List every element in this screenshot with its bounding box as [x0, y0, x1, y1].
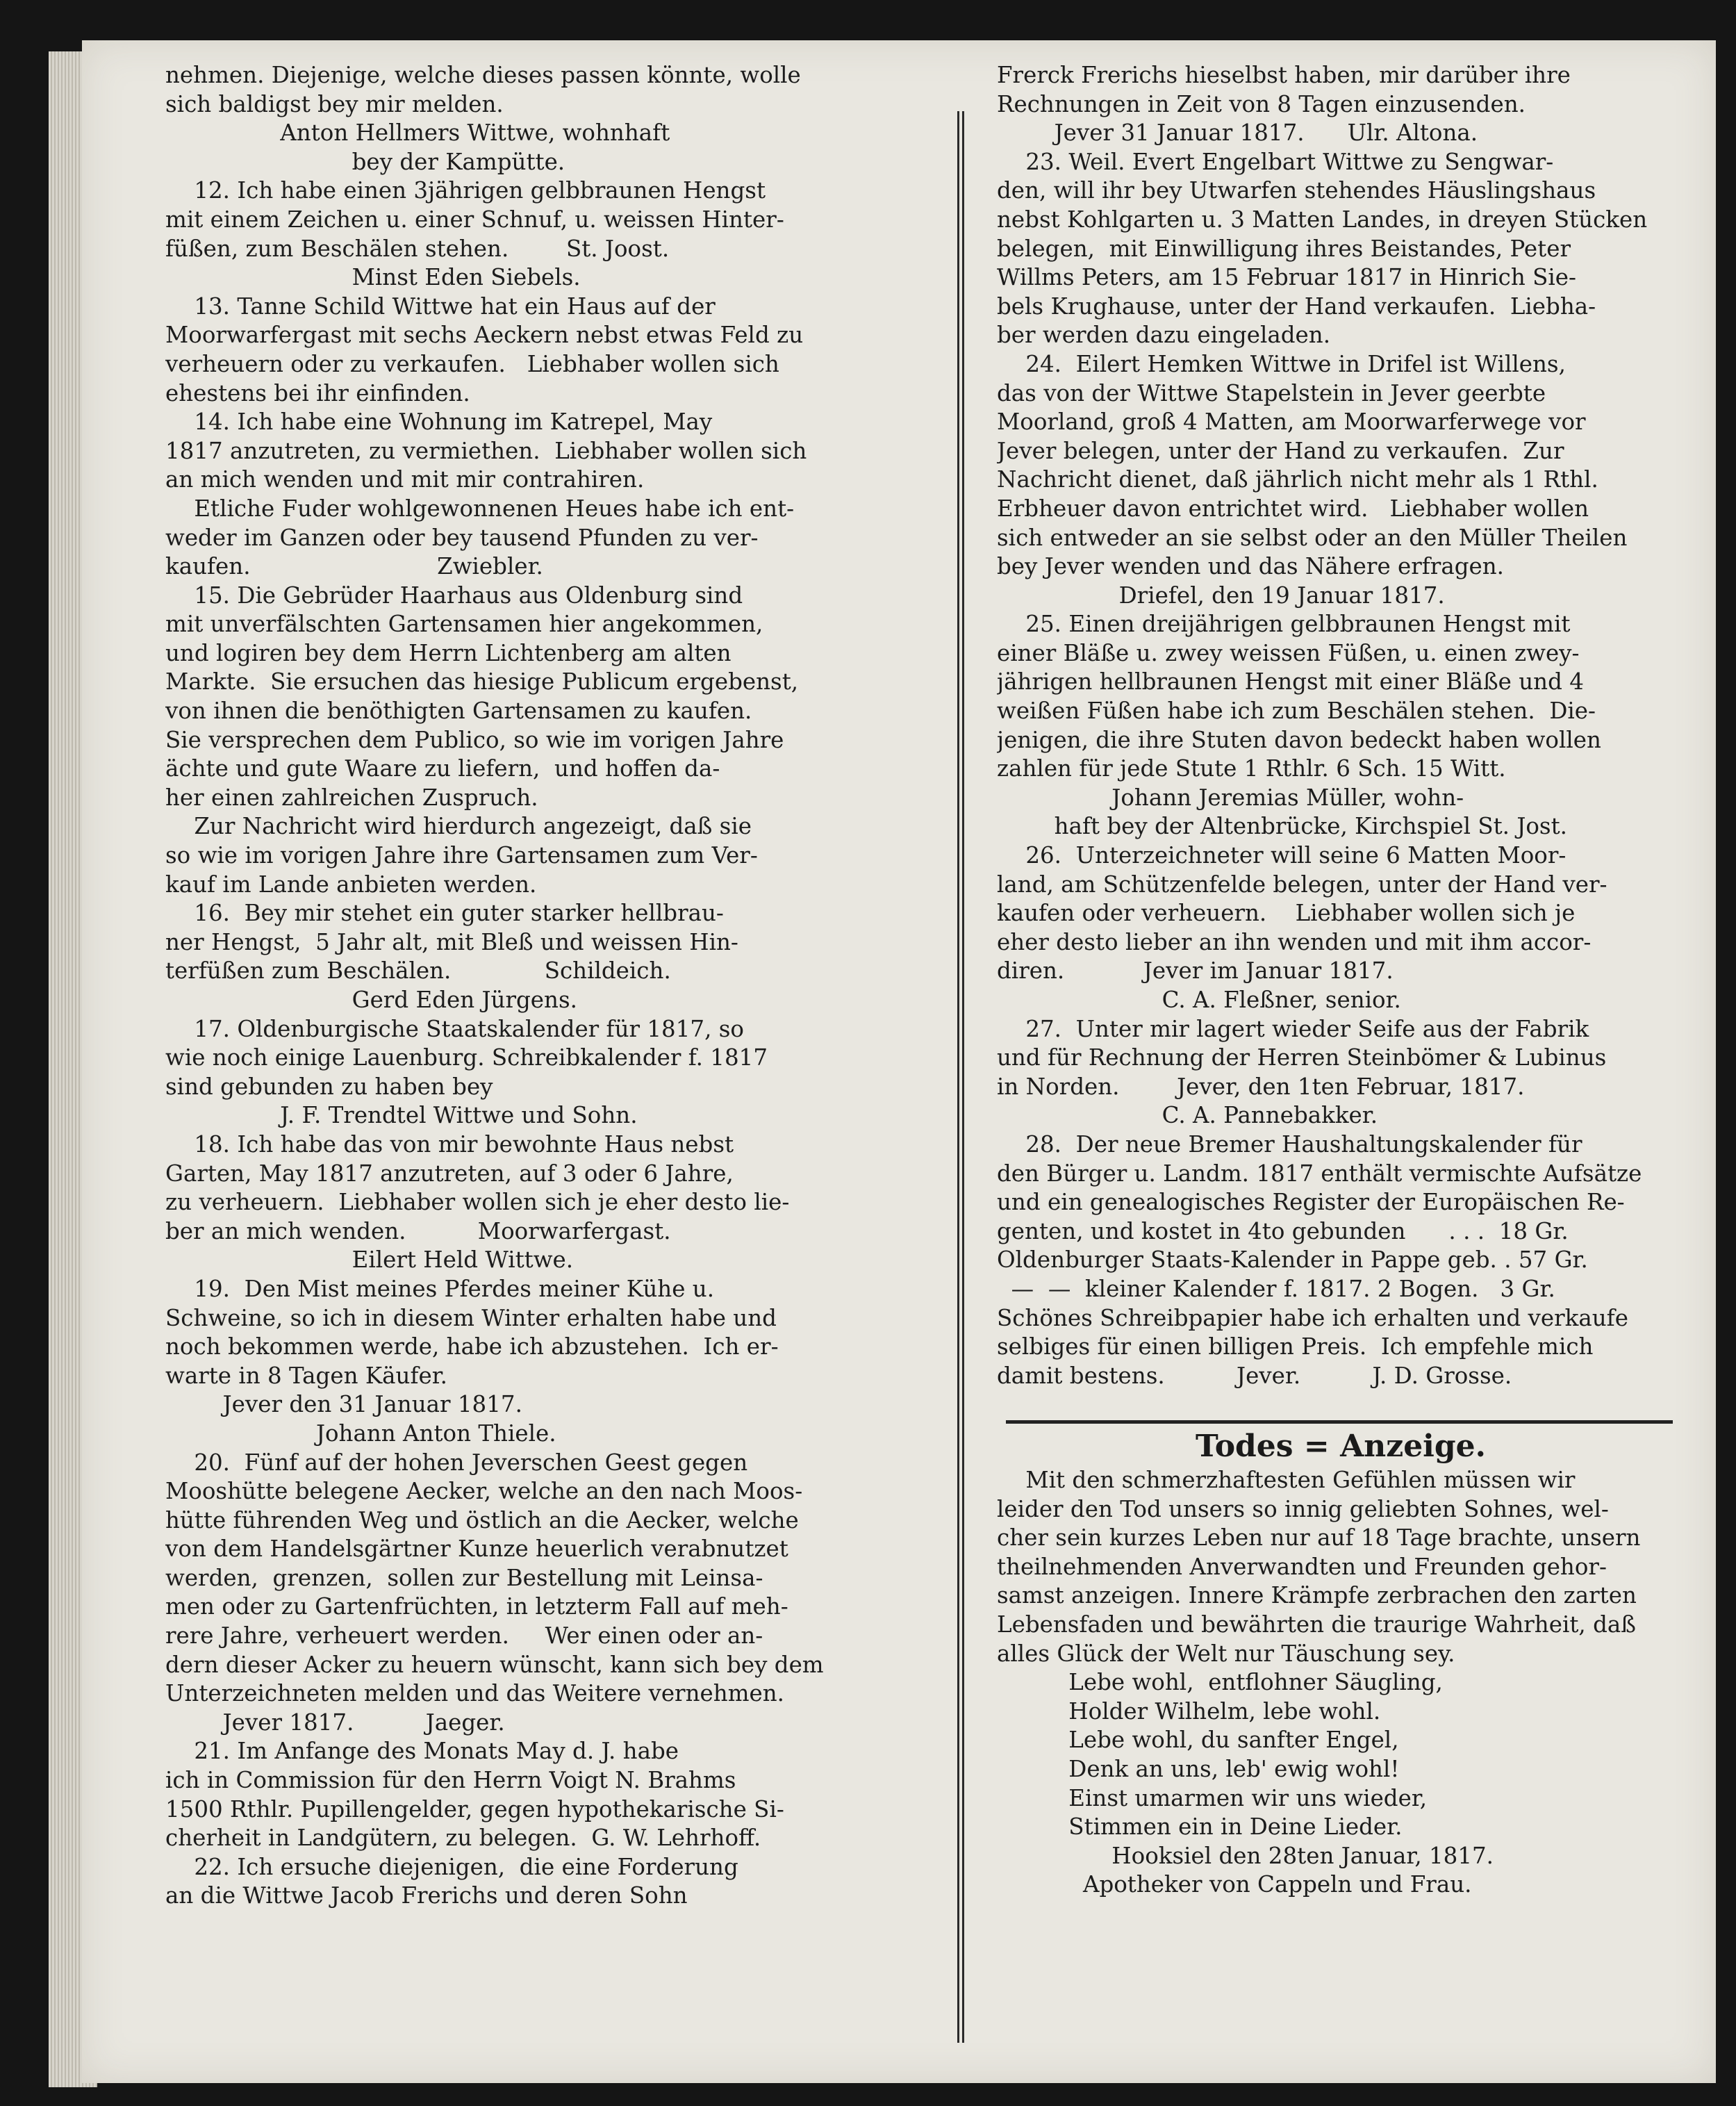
text-line: Moorland, groß 4 Matten, am Moorwarferwege vor: [997, 409, 1586, 436]
text-line: Eilert Held Wittwe.: [165, 1247, 574, 1274]
text-line: 23. Weil. Evert Engelbart Wittwe zu Sengwar-: [997, 148, 1554, 175]
text-line: rere Jahre, verheuert werden. Wer einen oder an-: [165, 1622, 763, 1650]
text-line: Unterzeichneten melden und das Weitere vernehmen.: [165, 1680, 785, 1707]
text-line: in Norden. Jever, den 1ten Februar, 1817.: [997, 1073, 1525, 1100]
text-line: ber an mich wenden. Moorwarfergast.: [165, 1217, 671, 1244]
text-line: Denk an uns, leb' ewig wohl!: [997, 1755, 1400, 1782]
text-line: sich entweder an sie selbst oder an den Müller Theilen: [997, 524, 1628, 551]
text-line: her einen zahlreichen Zuspruch.: [165, 784, 538, 811]
text-line: wie noch einige Lauenburg. Schreibkalender f. 1817: [165, 1044, 768, 1071]
text-line: Minst Eden Siebels.: [165, 264, 581, 291]
text-line: — — kleiner Kalender f. 1817. 2 Bogen. 3 Gr.: [997, 1275, 1555, 1302]
text-line: Mooshütte belegene Aecker, welche an den nach Moos-: [165, 1478, 803, 1505]
text-line: Apotheker von Cappeln und Frau.: [997, 1871, 1472, 1898]
text-line: an die Wittwe Jacob Frerichs und deren Sohn: [165, 1882, 688, 1909]
text-line: den, will ihr bey Utwarfen stehendes Häuslingshaus: [997, 177, 1596, 204]
text-line: ber werden dazu eingeladen.: [997, 322, 1331, 349]
text-line: Nachricht dienet, daß jährlich nicht mehr als 1 Rthl.: [997, 466, 1598, 493]
text-line: Lebensfaden und bewährten die traurige Wahrheit, daß: [997, 1611, 1636, 1638]
text-line: 1817 anzutreten, zu vermiethen. Liebhaber wollen sich: [165, 437, 807, 464]
death-notice-heading: Todes = Anzeige.: [1196, 1429, 1486, 1464]
text-line: eher desto lieber an ihn wenden und mit ihm accor-: [997, 928, 1592, 955]
text-line: 13. Tanne Schild Wittwe hat ein Haus auf der: [165, 293, 716, 320]
text-line: mit unverfälschten Gartensamen hier angekommen,: [165, 611, 763, 638]
text-line: J. F. Trendtel Wittwe und Sohn.: [165, 1102, 638, 1129]
text-line: werden, grenzen, sollen zur Bestellung mit Leinsa-: [165, 1564, 763, 1591]
text-line: ehestens bei ihr einfinden.: [165, 379, 470, 406]
text-line: von ihnen die benöthigten Gartensamen zu kaufen.: [165, 698, 752, 725]
text-line: Lebe wohl, entflohner Säugling,: [997, 1669, 1443, 1696]
text-line: 17. Oldenburgische Staatskalender für 1817, so: [165, 1015, 744, 1042]
text-line: Jever den 31 Januar 1817.: [165, 1391, 522, 1418]
text-line: Etliche Fuder wohlgewonnenen Heues habe ich ent-: [165, 495, 795, 522]
text-line: mit einem Zeichen u. einer Schnuf, u. weissen Hinter-: [165, 206, 784, 233]
text-line: Oldenburger Staats-Kalender in Pappe geb. . 57 Gr.: [997, 1247, 1588, 1274]
text-line: kaufen. Zwiebler.: [165, 553, 543, 580]
column-divider: [957, 111, 964, 2043]
text-line: Lebe wohl, du sanfter Engel,: [997, 1727, 1399, 1754]
text-line: diren. Jever im Januar 1817.: [997, 957, 1394, 985]
text-line: 20. Fünf auf der hohen Jeverschen Geest gegen: [165, 1449, 748, 1476]
text-line: C. A. Pannebakker.: [997, 1102, 1378, 1129]
text-line: Einst umarmen wir uns wieder,: [997, 1784, 1428, 1811]
text-line: Markte. Sie ersuchen das hiesige Publicum ergebenst,: [165, 668, 799, 696]
text-line: das von der Wittwe Stapelstein in Jever geerbte: [997, 379, 1546, 406]
text-line: sich baldigst bey mir melden.: [165, 90, 504, 117]
text-line: 16. Bey mir stehet ein guter starker hellbrau-: [165, 900, 724, 927]
text-line: Moorwarfergast mit sechs Aeckern nebst etwas Feld zu: [165, 322, 804, 349]
text-line: an mich wenden und mit mir contrahiren.: [165, 466, 645, 493]
text-line: 19. Den Mist meines Pferdes meiner Kühe u.: [165, 1275, 715, 1302]
death-notice-body: [997, 1466, 1683, 1900]
text-line: Erbheuer davon entrichtet wird. Liebhaber wollen: [997, 495, 1589, 522]
text-line: 27. Unter mir lagert wieder Seife aus der Fabrik: [997, 1015, 1589, 1042]
text-line: Garten, May 1817 anzutreten, auf 3 oder 6 Jahre,: [165, 1160, 734, 1187]
text-line: Zur Nachricht wird hierdurch angezeigt, daß sie: [165, 813, 752, 840]
section-rule: [1006, 1420, 1673, 1424]
text-line: Jever belegen, unter der Hand zu verkaufen. Zur: [997, 437, 1564, 464]
text-line: alles Glück der Welt nur Täuschung sey.: [997, 1640, 1455, 1667]
text-line: bey Jever wenden und das Nähere erfragen.: [997, 553, 1505, 580]
text-line: ner Hengst, 5 Jahr alt, mit Bleß und weissen Hin-: [165, 928, 738, 955]
text-line: selbiges für einen billigen Preis. Ich empfehle mich: [997, 1333, 1594, 1360]
text-line: kauf im Lande anbieten werden.: [165, 871, 537, 898]
text-line: men oder zu Gartenfrüchten, in letzterm Fall auf meh-: [165, 1593, 788, 1620]
text-line: C. A. Fleßner, senior.: [997, 987, 1401, 1013]
text-line: jährigen hellbraunen Hengst mit einer Bläße und 4: [997, 668, 1584, 696]
text-line: Rechnungen in Zeit von 8 Tagen einzusenden.: [997, 90, 1526, 117]
text-line: zahlen für jede Stute 1 Rthlr. 6 Sch. 15 Witt.: [997, 755, 1506, 782]
text-line: ächte und gute Waare zu liefern, und hoffen da-: [165, 755, 720, 782]
text-line: 1500 Rthlr. Pupillengelder, gegen hypothekarische Si-: [165, 1795, 784, 1823]
text-line: Johann Anton Thiele.: [165, 1420, 556, 1447]
text-line: hütte führenden Weg und östlich an die Aecker, welche: [165, 1506, 799, 1533]
text-line: verheuern oder zu verkaufen. Liebhaber wollen sich: [165, 350, 779, 377]
right-column: [997, 61, 1683, 1390]
text-line: Mit den schmerzhaftesten Gefühlen müssen wir: [997, 1467, 1576, 1493]
text-line: theilnehmenden Anverwandten und Freunden gehor-: [997, 1553, 1607, 1580]
text-line: noch bekommen werde, habe ich abzustehen. Ich er-: [165, 1333, 779, 1360]
text-line: Gerd Eden Jürgens.: [165, 987, 577, 1013]
text-line: Driefel, den 19 Januar 1817.: [997, 582, 1445, 609]
text-line: 12. Ich habe einen 3jährigen gelbbraunen Hengst: [165, 177, 766, 204]
text-line: und ein genealogisches Register der Europäischen Re-: [997, 1189, 1625, 1216]
text-line: cher sein kurzes Leben nur auf 18 Tage brachte, unsern: [997, 1524, 1641, 1552]
text-line: 14. Ich habe eine Wohnung im Katrepel, May: [165, 409, 713, 436]
text-line: füßen, zum Beschälen stehen. St. Joost.: [165, 235, 670, 262]
text-line: 22. Ich ersuche diejenigen, die eine Forderung: [165, 1853, 738, 1880]
text-line: so wie im vorigen Jahre ihre Gartensamen zum Ver-: [165, 842, 758, 869]
text-line: haft bey der Altenbrücke, Kirchspiel St. Jost.: [997, 813, 1567, 840]
text-line: 24. Eilert Hemken Wittwe in Drifel ist Willens,: [997, 350, 1566, 377]
text-line: warte in 8 Tagen Käufer.: [165, 1362, 447, 1389]
text-line: leider den Tod unsers so innig geliebten Sohnes, wel-: [997, 1495, 1609, 1522]
text-line: bels Krughause, unter der Hand verkaufen. Liebha-: [997, 293, 1596, 320]
left-column: [165, 61, 924, 1911]
text-line: jenigen, die ihre Stuten davon bedeckt haben wollen: [997, 726, 1601, 753]
text-line: zu verheuern. Liebhaber wollen sich je eher desto lie-: [165, 1189, 790, 1216]
text-line: 25. Einen dreijährigen gelbbraunen Hengst mit: [997, 611, 1571, 638]
text-line: Stimmen ein in Deine Lieder.: [997, 1813, 1403, 1841]
text-line: nebst Kohlgarten u. 3 Matten Landes, in dreyen Stücken: [997, 206, 1648, 233]
text-line: Anton Hellmers Wittwe, wohnhaft: [165, 120, 670, 147]
text-line: nehmen. Diejenige, welche dieses passen könnte, wolle: [165, 62, 801, 88]
text-line: und logiren bey dem Herrn Lichtenberg am alten: [165, 639, 731, 666]
text-line: Hooksiel den 28ten Januar, 1817.: [997, 1842, 1494, 1869]
text-line: weißen Füßen habe ich zum Beschälen stehen. Die-: [997, 698, 1596, 725]
text-line: den Bürger u. Landm. 1817 enthält vermischte Aufsätze: [997, 1160, 1642, 1187]
text-line: damit bestens. Jever. J. D. Grosse.: [997, 1362, 1512, 1389]
text-line: Frerck Frerichs hieselbst haben, mir darüber ihre: [997, 62, 1571, 88]
text-line: terfüßen zum Beschälen. Schildeich.: [165, 957, 671, 985]
text-line: und für Rechnung der Herren Steinbömer & Lubinus: [997, 1044, 1607, 1071]
text-line: von dem Handelsgärtner Kunze heuerlich verabnutzet: [165, 1536, 788, 1563]
text-line: ich in Commission für den Herrn Voigt N. Brahms: [165, 1767, 736, 1794]
text-line: belegen, mit Einwilligung ihres Beistandes, Peter: [997, 235, 1571, 262]
text-line: dern dieser Acker zu heuern wünscht, kann sich bey dem: [165, 1651, 824, 1678]
text-line: 26. Unterzeichneter will seine 6 Matten Moor-: [997, 842, 1566, 869]
text-line: Schweine, so ich in diesem Winter erhalten habe und: [165, 1304, 777, 1331]
text-line: bey der Kampütte.: [165, 148, 565, 175]
text-line: Willms Peters, am 15 Februar 1817 in Hinrich Sie-: [997, 264, 1577, 291]
text-line: 21. Im Anfange des Monats May d. J. habe: [165, 1738, 679, 1765]
text-line: 28. Der neue Bremer Haushaltungskalender für: [997, 1130, 1582, 1158]
text-line: samst anzeigen. Innere Krämpfe zerbrachen den zarten: [997, 1582, 1637, 1609]
text-line: Jever 1817. Jaeger.: [165, 1709, 505, 1736]
text-line: 18. Ich habe das von mir bewohnte Haus nebst: [165, 1130, 734, 1158]
text-line: einer Bläße u. zwey weissen Füßen, u. einen zwey-: [997, 639, 1580, 666]
text-line: land, am Schützenfelde belegen, unter der Hand ver-: [997, 871, 1607, 898]
text-line: genten, und kostet in 4to gebunden . . . 18 Gr.: [997, 1217, 1569, 1244]
text-line: Schönes Schreibpapier habe ich erhalten und verkaufe: [997, 1304, 1628, 1331]
text-line: 15. Die Gebrüder Haarhaus aus Oldenburg sind: [165, 582, 743, 609]
text-line: cherheit in Landgütern, zu belegen. G. W. Lehrhoff.: [165, 1825, 761, 1852]
text-line: Johann Jeremias Müller, wohn-: [997, 784, 1464, 811]
text-line: sind gebunden zu haben bey: [165, 1073, 493, 1100]
text-line: kaufen oder verheuern. Liebhaber wollen sich je: [997, 900, 1576, 927]
text-line: weder im Ganzen oder bey tausend Pfunden zu ver-: [165, 524, 759, 551]
text-line: Jever 31 Januar 1817. Ulr. Altona.: [997, 120, 1478, 147]
text-line: Holder Wilhelm, lebe wohl.: [997, 1697, 1381, 1725]
text-line: Sie versprechen dem Publico, so wie im vorigen Jahre: [165, 726, 784, 753]
